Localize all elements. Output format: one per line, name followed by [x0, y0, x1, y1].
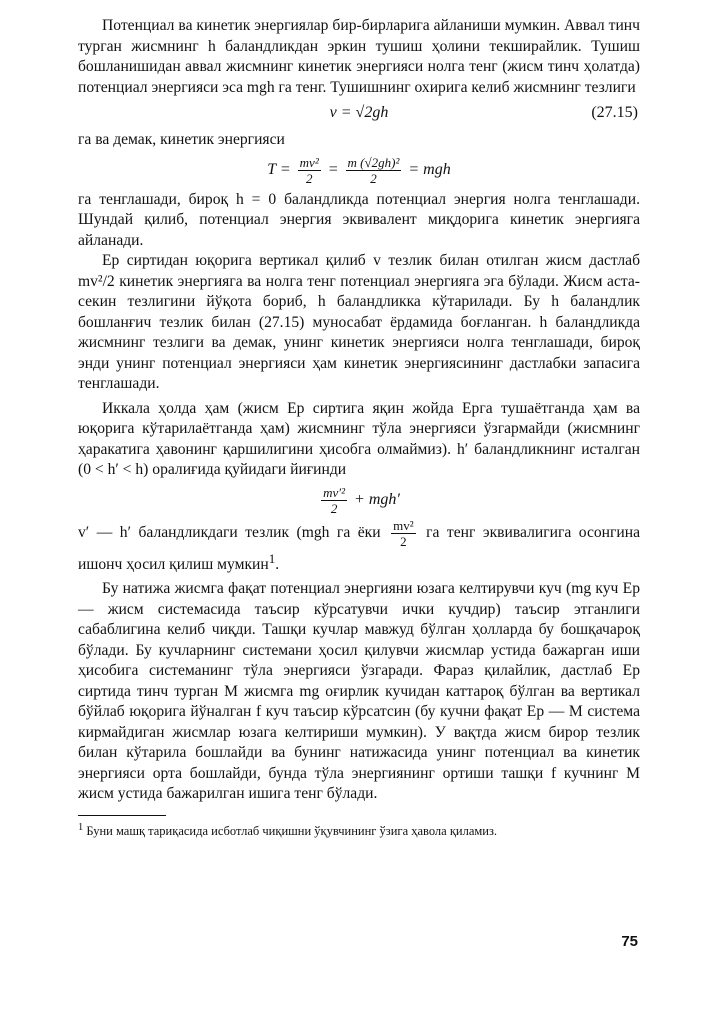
paragraph-6-part-a: v′ — h′ баландликдаги тезлик (mgh га ёки [78, 523, 381, 541]
fraction-numerator: mv² [393, 517, 414, 533]
formula-equals: = [327, 160, 339, 178]
equation-number: (27.15) [591, 104, 638, 121]
paragraph-6-end: . [275, 555, 280, 573]
paragraph-3: га тенглашади, бироқ h = 0 баландликда потенциал энергия нолга тенглашади. Шундай қилиб, потенциал энергия эквивалент миқдорига кинетик энергияга айланади. [78, 190, 640, 249]
fraction-numerator: mv² [299, 154, 319, 170]
inline-fraction-mv2-over-2 [391, 518, 416, 549]
formula-total-energy [78, 485, 640, 516]
paragraph-4: Ер сиртидан юқорига вертикал қилиб v тезлик билан отилган жисм дастлаб mv²/2 кинетик энергияга ва нолга тенг потенциал энергияга эга бўлади. Жисм аста-секин тезлигини йўқота бориб, h баландликка кўтарилади. Бу h баландлик бошланғич тезлик билан (27.15) муносабат ёрдамида боғланган. h баландликда жисмнинг тезлиги ва демак, унинг кинетик энергияси нолга тенглашади, бироқ энди унинг потенциал энергияси ҳам кинетик энергиясининг дастлабки запасига тенглашади. [78, 252, 640, 392]
fraction-numerator: m (√2gh)² [347, 154, 400, 170]
fraction-mv-prime-squared-over-2 [321, 485, 347, 516]
fraction-denominator: 2 [400, 533, 407, 549]
formula-27-15 [78, 104, 640, 122]
formula-kinetic-energy [78, 155, 640, 186]
formula-27-15-expression: v = √2gh [329, 104, 389, 121]
formula-rhs: = mgh [408, 160, 451, 178]
fraction-m-sqrt2gh-squared [346, 155, 402, 186]
footnote-reference[interactable]: 1 [268, 550, 276, 566]
paragraph-6 [78, 518, 640, 576]
footnote [78, 820, 640, 839]
fraction-denominator: 2 [305, 170, 313, 186]
fraction-mv2-over-2 [298, 155, 321, 186]
page-body [78, 16, 640, 839]
page-number: 75 [621, 933, 638, 950]
fraction-denominator: 2 [370, 170, 377, 186]
fraction-numerator: mv′² [323, 484, 346, 500]
paragraph-7: Бу натижа жисмга фақат потенциал энергияни юзага келтирувчи куч (mg куч Ер — жисм системасида таъсир кўрсатувчи ички кучдир) таъсир этганлиги сабаблигина келиб чиқди. Ташқи кучлар мавжуд бўлган ҳолларда бу бошқачароқ бўлади. Бу кучларнинг системани ҳосил қилувчи жисмлар устида бажарган иши ҳисобига системанинг тўла энергияси ўзгаради. Фараз қилайлик, дастлаб Ер сиртида тинч турган M жисмга mg оғирлик кучидан каттароқ бўлган ва вертикал бўйлаб юқорига йўналган f куч таъсир кўрсатсин (бу кучни фақат Ер — M система кирмайдиган жисмлар юзага келтириши мумкин). У вақтда жисм бирор тезлик билан кўтарила бошлайди ва бунинг натижасида унинг потенциал ва кинетик энергияси орта бошлайди, бунда тўла энергиянинг ортиши ташқи f кучнинг M жисм устида бажарилган ишига тенг бўлади. [78, 580, 640, 803]
paragraph-1: Потенциал ва кинетик энергиялар бир-бирларига айланиши мумкин. Аввал тинч турган жисмнинг h баландликдан эркин тушиш ҳолини текширайлик. Тушиш бошланишидан аввал жисмнинг кинетик энергияси нолга тенг (жисм тинч ҳолатда) потенциал энергияси эса mgh га тенг. Тушишнинг охирига келиб жисмнинг тезлиги [78, 17, 640, 96]
formula-rest: + mgh′ [354, 490, 400, 508]
footnote-divider [78, 815, 166, 816]
fraction-denominator: 2 [330, 500, 338, 516]
footnote-mark: 1 [78, 821, 84, 833]
paragraph-2: га ва демак, кинетик энергияси [78, 131, 285, 148]
paragraph-6-part-b: га тенг эквивалигига осонгина ишонч ҳосил қилиш мумкин [78, 523, 641, 573]
paragraph-5: Иккала ҳолда ҳам (жисм Ер сиртига яқин жойда Ерга тушаётганда ҳам ва юқорига кўтарилаётганда ҳам) жисмнинг тўла энергияси ўзгармайди (жисмнинг ҳаракатига ҳавонинг қаршилигини ҳисобга олмаймиз). h′ баландликнинг исталган (0 < h′ < h) оралиғида қуйидаги йиғинди [78, 399, 640, 478]
footnote-text: Буни машқ тариқасида исботлаб чиқишни ўқувчининг ўзига ҳавола қиламиз. [86, 823, 498, 838]
formula-lhs: T = [267, 160, 291, 178]
